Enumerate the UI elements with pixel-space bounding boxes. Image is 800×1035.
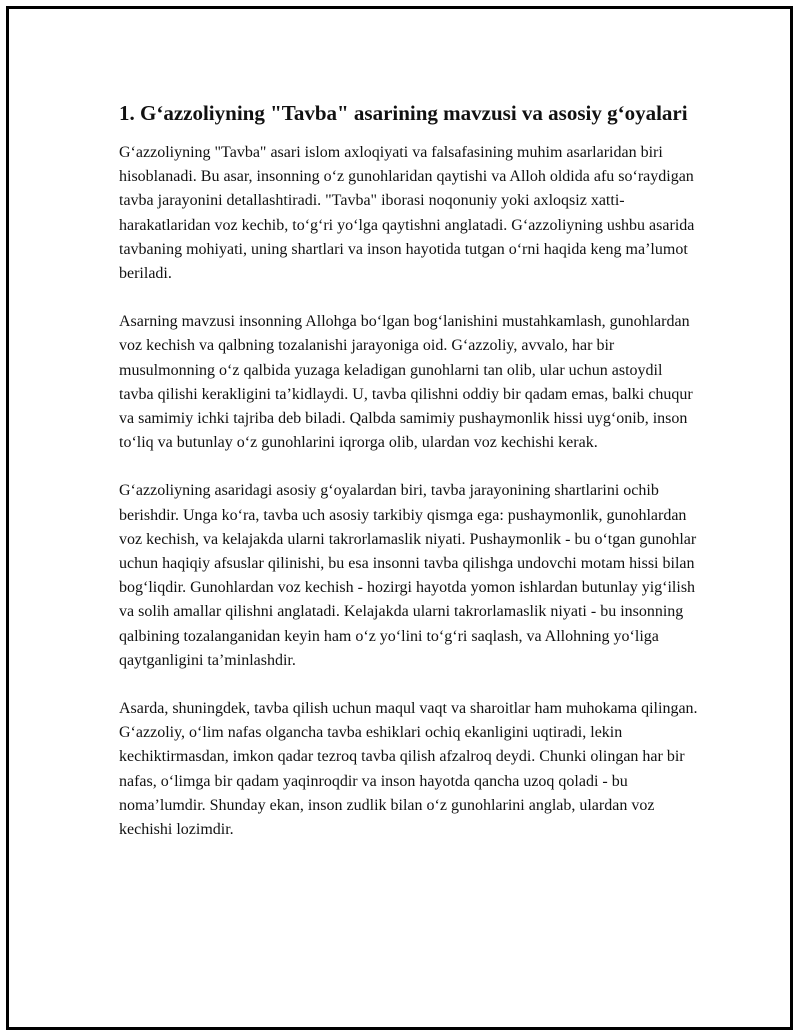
document-body (119, 99, 699, 866)
paragraph-4: Asarda, shuningdek, tavba qilish uchun maqul vaqt va sharoitlar ham muhokama qilingan. G‘azzoliy, o‘lim nafas olgancha tavba eshiklari ochiq ekanligini uqtiradi, lekin kechiktirmasdan, imkon qadar tezroq tavba qilish afzalroq deydi. Chunki olingan har bir nafas, o‘limga bir qadam yaqinroqdir va inson hayotda qancha uzoq qoladi - bu noma’lumdir. Shunday ekan, inson zudlik bilan o‘z gunohlarini anglab, ulardan voz kechishi lozimdir. (119, 700, 698, 839)
section-heading: 1. G‘azzoliyning "Tavba" asarining mavzusi va asosiy g‘oyalari (119, 101, 688, 125)
paragraph-2: Asarning mavzusi insonning Allohga bo‘lgan bog‘lanishini mustahkamlash, gunohlardan voz kechish va qalbning tozalanishi jarayoniga oid. G‘azzoliy, avvalo, har bir musulmonning o‘z qalbida yuzaga keladigan gunohlarni tan olib, ular uchun astoydil tavba qilishi kerakligini ta’kidlaydi. U, tavba qilishni oddiy bir qadam emas, balki chuqur va samimiy ichki tajriba deb biladi. Qalbda samimiy pushaymonlik hissi uyg‘onib, inson to‘liq va butunlay o‘z gunohlarini iqrorga olib, ulardan voz kechishi kerak. (119, 313, 693, 452)
page-frame (6, 6, 793, 1030)
paragraph-1: G‘azzoliyning "Tavba" asari islom axloqiyati va falsafasining muhim asarlaridan biri hisoblanadi. Bu asar, insonning o‘z gunohlaridan qaytishi va Alloh oldida afu so‘raydigan tavba jarayonini detallashtiradi. "Tavba" iborasi noqonuniy yoki axloqsiz xatti-harakatlaridan voz kechib, to‘g‘ri yo‘lga qaytishni anglatadi. G‘azzoliyning ushbu asarida tavbaning mohiyati, uning shartlari va inson hayotida tutgan o‘rni haqida keng ma’lumot beriladi. (119, 144, 695, 283)
paragraph-3: G‘azzoliyning asaridagi asosiy g‘oyalardan biri, tavba jarayonining shartlarini ochib berishdir. Unga ko‘ra, tavba uch asosiy tarkibiy qismga ega: pushaymonlik, gunohlardan voz kechish, va kelajakda ularni takrorlamaslik niyati. Pushaymonlik - bu o‘tgan gunohlar uchun haqiqiy afsuslar qilinishi, bu esa insonni tavba qilishga undovchi motam hissi bilan bog‘liqdir. Gunohlardan voz kechish - hozirgi hayotda yomon ishlardan butunlay yig‘ilish va solih amallar qilishni anglatadi. Kelajakda ularni takrorlamaslik niyati - bu insonning qalbining tozalanganidan keyin ham o‘z yo‘lini to‘g‘ri saqlash, va Allohning yo‘liga qaytganligini ta’minlashdir. (119, 482, 697, 669)
